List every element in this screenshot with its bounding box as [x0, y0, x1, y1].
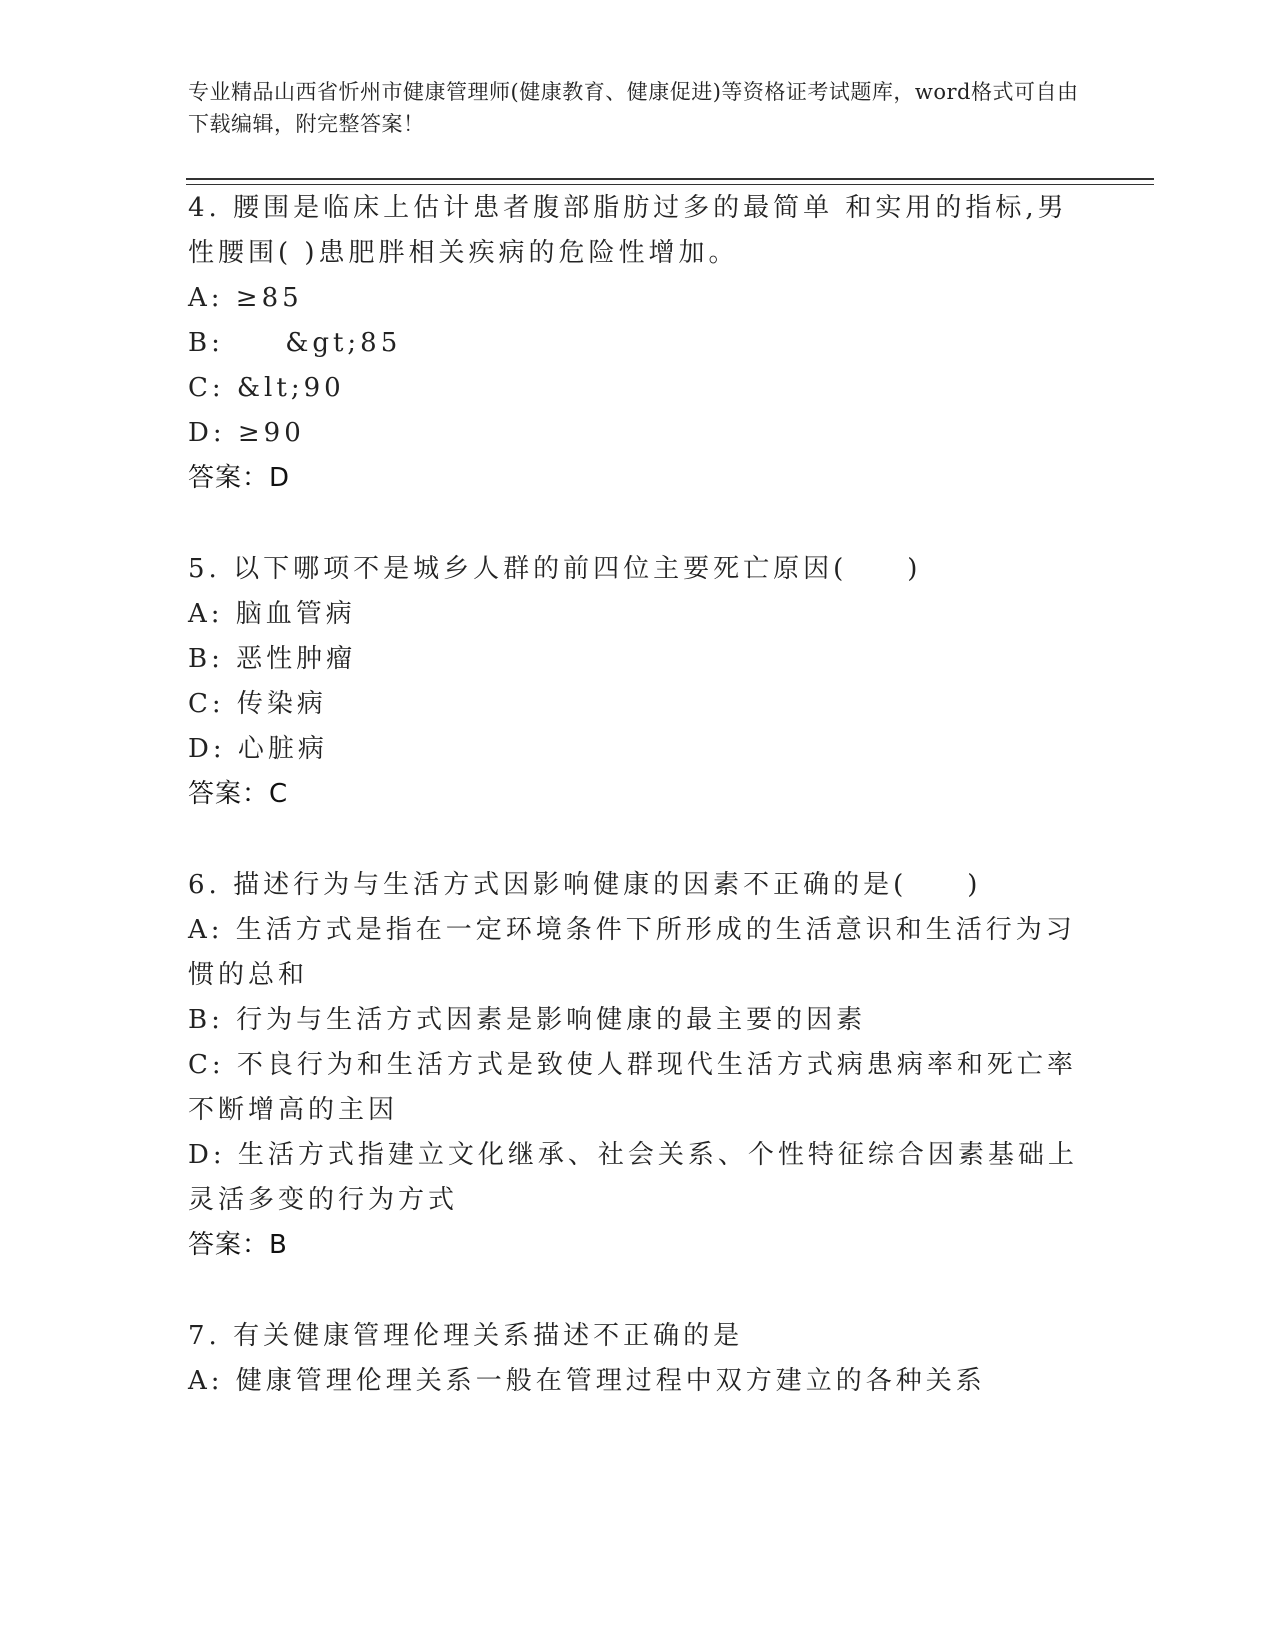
- option-a: A: 健康管理伦理关系一般在管理过程中双方建立的各种关系: [188, 1366, 986, 1396]
- answer-label: 答案：B: [188, 1230, 288, 1260]
- question-text: 6. 描述行为与生活方式因影响健康的因素不正确的是( ): [188, 870, 982, 900]
- header-divider-thick: [186, 178, 1154, 180]
- option-c: C: 传染病: [188, 689, 327, 719]
- option-c: C: 不良行为和生活方式是致使人群现代生活方式病患病率和死亡率不断增高的主因: [188, 1050, 1077, 1125]
- option-d: D: 心脏病: [188, 734, 328, 764]
- header-divider-thin: [186, 184, 1154, 185]
- option-b: B: 恶性肿瘤: [188, 644, 357, 674]
- answer-label: 答案：C: [188, 779, 289, 809]
- question-text: 7. 有关健康管理伦理关系描述不正确的是: [188, 1321, 744, 1351]
- question-text: 5. 以下哪项不是城乡人群的前四位主要死亡原因( ): [188, 554, 922, 584]
- option-a: A: 脑血管病: [188, 599, 356, 629]
- option-d: D: ≥90: [188, 418, 305, 448]
- question-list: [188, 186, 1088, 1450]
- option-a: A: ≥85: [188, 283, 303, 313]
- option-c: C: &lt;90: [188, 373, 345, 403]
- option-b: B: 行为与生活方式因素是影响健康的最主要的因素: [188, 1005, 867, 1035]
- question-7: [188, 1314, 1088, 1404]
- header-text: 专业精品山西省忻州市健康管理师(健康教育、健康促进)等资格证考试题库，word格式可自由下载编辑，附完整答案！: [188, 80, 1079, 136]
- question-5: [188, 547, 1088, 817]
- option-b: B: &gt;85: [188, 328, 402, 358]
- option-a: A: 生活方式是指在一定环境条件下所形成的生活意识和生活行为习惯的总和: [188, 915, 1076, 990]
- question-4: [188, 186, 1088, 501]
- option-d: D: 生活方式指建立文化继承、社会关系、个性特征综合因素基础上灵活多变的行为方式: [188, 1140, 1078, 1215]
- document-header: [188, 76, 1088, 140]
- answer-label: 答案：D: [188, 463, 291, 493]
- question-text: 4. 腰围是临床上估计患者腹部脂肪过多的最简单 和实用的指标,男性腰围( )患肥胖相关疾病的危险性增加。: [188, 193, 1068, 268]
- question-6: [188, 863, 1088, 1268]
